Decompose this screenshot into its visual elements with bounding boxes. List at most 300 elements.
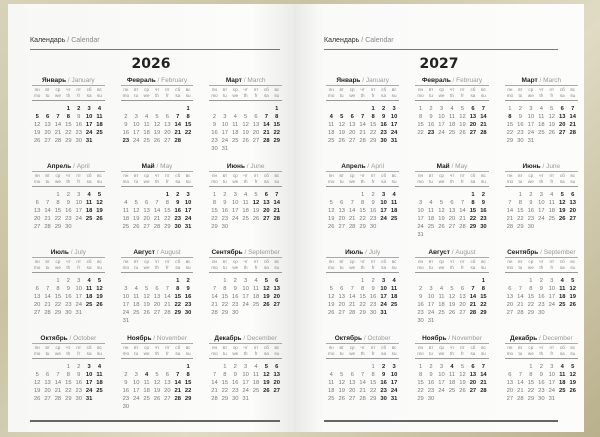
day: 28 bbox=[44, 224, 51, 231]
weekday-header bbox=[209, 345, 282, 359]
day: 23 bbox=[538, 302, 545, 309]
empty-cell bbox=[326, 363, 336, 371]
header-en: Calendar bbox=[71, 37, 100, 44]
day: 27 bbox=[448, 224, 456, 231]
empty-cell bbox=[152, 105, 162, 113]
weekday-ru: пн bbox=[123, 259, 129, 264]
day: 4 bbox=[254, 278, 258, 284]
weekday-en: th bbox=[243, 93, 248, 98]
day-holiday: 15 bbox=[469, 208, 477, 215]
day-holiday: 6 bbox=[264, 192, 269, 198]
day-holiday: 5 bbox=[97, 192, 102, 198]
weekday-en: we bbox=[438, 179, 445, 184]
day: 20 bbox=[143, 216, 150, 223]
day: 15 bbox=[506, 122, 514, 129]
month-name-en: December bbox=[542, 335, 573, 342]
month-name-en: March bbox=[543, 77, 562, 84]
month-name-ru: Июль bbox=[50, 249, 69, 256]
day-holiday: 2 bbox=[381, 106, 386, 112]
day: 8 bbox=[66, 372, 70, 379]
day: 11 bbox=[548, 200, 555, 207]
day-holiday: 8 bbox=[176, 286, 180, 293]
day: 23 bbox=[75, 130, 82, 137]
day: 9 bbox=[223, 200, 227, 207]
weekday-en: su bbox=[185, 265, 191, 270]
month-name-ru: Сентябрь bbox=[211, 249, 243, 256]
weekday-en: th bbox=[450, 265, 454, 270]
month-name-en: April bbox=[76, 163, 90, 170]
weekday-ru: вт bbox=[222, 259, 228, 264]
empty-cell bbox=[141, 363, 151, 371]
day-holiday: 1 bbox=[176, 278, 180, 284]
month-title: Май / May bbox=[121, 162, 194, 172]
day: 11 bbox=[538, 114, 545, 121]
weekday-en: mo bbox=[417, 351, 424, 356]
day: 9 bbox=[429, 372, 433, 379]
day-holiday: 20 bbox=[273, 294, 280, 301]
day: 23 bbox=[75, 388, 82, 395]
day: 30 bbox=[122, 404, 130, 411]
day-holiday: 16 bbox=[174, 208, 181, 215]
day: 3 bbox=[550, 278, 554, 284]
empty-cell bbox=[152, 363, 162, 371]
day: 15 bbox=[417, 380, 424, 387]
month-september bbox=[503, 248, 580, 334]
day: 5 bbox=[450, 286, 454, 293]
weekday-en: mo bbox=[506, 265, 514, 270]
day: 6 bbox=[35, 286, 39, 293]
day: 21 bbox=[54, 388, 62, 395]
day: 17 bbox=[548, 380, 556, 387]
day: 26 bbox=[328, 224, 335, 231]
day: 22 bbox=[417, 130, 424, 137]
day: 20 bbox=[348, 388, 356, 395]
day: 1 bbox=[223, 278, 227, 284]
month-name-en: November bbox=[156, 335, 187, 342]
day: 13 bbox=[44, 380, 51, 387]
weekday-en: th bbox=[66, 351, 71, 356]
weekday-ru: пт bbox=[370, 345, 376, 350]
day-holiday: 2 bbox=[176, 192, 180, 198]
day-holiday: 15 bbox=[184, 380, 192, 387]
weekday-en: su bbox=[97, 351, 102, 356]
weekday-en: th bbox=[66, 93, 71, 98]
day: 27 bbox=[506, 396, 514, 403]
day: 26 bbox=[242, 138, 249, 145]
weekday-ru: пт bbox=[165, 173, 170, 178]
weekday-ru: сб bbox=[381, 173, 387, 178]
day: 6 bbox=[508, 286, 512, 293]
weekday-en: fr bbox=[550, 179, 554, 184]
weekday-ru: ср bbox=[349, 259, 355, 264]
day-holiday: 7 bbox=[56, 114, 60, 121]
weekday-en: we bbox=[232, 265, 239, 270]
day: 13 bbox=[252, 122, 260, 129]
day: 15 bbox=[527, 380, 535, 387]
day: 4 bbox=[144, 114, 149, 121]
day: 11 bbox=[328, 122, 335, 129]
empty-cell bbox=[447, 277, 457, 285]
day: 14 bbox=[348, 294, 356, 301]
day: 12 bbox=[459, 114, 466, 121]
day: 25 bbox=[438, 310, 445, 317]
day-holiday: 4 bbox=[560, 278, 564, 284]
weekday-en: tu bbox=[45, 265, 50, 270]
weekday-ru: сб bbox=[86, 173, 92, 178]
weekday-ru: сб bbox=[381, 259, 387, 264]
day: 28 bbox=[517, 310, 524, 317]
day-holiday: 3 bbox=[392, 364, 396, 370]
day: 9 bbox=[429, 114, 433, 121]
day: 20 bbox=[44, 388, 51, 395]
day-holiday: 1 bbox=[165, 192, 169, 198]
weekday-en: su bbox=[274, 179, 280, 184]
month-name-ru: Апрель bbox=[46, 163, 72, 170]
weekday-en: sa bbox=[263, 179, 269, 184]
weekday-en: we bbox=[349, 93, 356, 98]
weekday-en: tu bbox=[339, 265, 344, 270]
empty-cell bbox=[426, 277, 436, 285]
day: 10 bbox=[427, 294, 435, 301]
day-holiday: 5 bbox=[35, 114, 39, 121]
day-holiday: 14 bbox=[469, 294, 477, 301]
month-september bbox=[207, 248, 284, 334]
weekday-en: sa bbox=[470, 265, 476, 270]
day: 22 bbox=[527, 302, 535, 309]
day: 17 bbox=[427, 302, 435, 309]
day: 20 bbox=[252, 130, 260, 137]
day-grid bbox=[32, 277, 105, 317]
day: 27 bbox=[252, 138, 260, 145]
empty-cell bbox=[415, 191, 425, 199]
empty-cell bbox=[426, 191, 436, 199]
month-name-en: July bbox=[368, 249, 381, 256]
empty-cell bbox=[326, 191, 336, 199]
weekday-en: fr bbox=[461, 265, 464, 270]
weekday-en: tu bbox=[222, 179, 227, 184]
weekday-ru: чт bbox=[539, 87, 544, 92]
day: 3 bbox=[244, 364, 248, 370]
month-november bbox=[413, 334, 490, 420]
day: 3 bbox=[77, 278, 81, 284]
month-name-ru: Август bbox=[428, 249, 450, 256]
day: 26 bbox=[153, 138, 161, 145]
day: 29 bbox=[164, 224, 171, 231]
day-grid bbox=[415, 105, 488, 137]
day-holiday: 24 bbox=[184, 216, 192, 223]
day-holiday: 16 bbox=[380, 380, 387, 387]
day-holiday: 26 bbox=[96, 302, 103, 309]
day: 16 bbox=[517, 122, 524, 129]
day: 10 bbox=[417, 208, 424, 215]
weekday-en: mo bbox=[122, 93, 130, 98]
day: 9 bbox=[371, 286, 375, 293]
day: 11 bbox=[428, 208, 435, 215]
day: 18 bbox=[252, 380, 260, 387]
month-name-ru: Ноябрь bbox=[127, 335, 152, 342]
empty-cell bbox=[357, 363, 367, 371]
day: 10 bbox=[538, 200, 545, 207]
empty-cell bbox=[53, 105, 63, 113]
day-grid bbox=[121, 105, 194, 145]
day: 29 bbox=[369, 138, 377, 145]
day: 28 bbox=[164, 310, 171, 317]
day: 29 bbox=[65, 138, 72, 145]
day: 12 bbox=[143, 294, 150, 301]
month-october bbox=[324, 334, 401, 420]
day: 20 bbox=[338, 302, 345, 309]
weekday-en: we bbox=[55, 179, 61, 184]
month-name-ru: Январь bbox=[336, 77, 361, 84]
day: 7 bbox=[361, 372, 365, 379]
weekday-en: sa bbox=[263, 265, 269, 270]
month-name-ru: Апрель bbox=[341, 163, 366, 170]
day: 30 bbox=[369, 224, 377, 231]
weekday-en: fr bbox=[461, 179, 464, 184]
day: 17 bbox=[232, 208, 239, 215]
day-holiday: 14 bbox=[174, 122, 181, 129]
empty-cell bbox=[53, 363, 63, 371]
day: 16 bbox=[65, 208, 72, 215]
weekday-en: su bbox=[391, 265, 397, 270]
day-holiday: 24 bbox=[85, 388, 93, 395]
weekday-en: we bbox=[349, 265, 356, 270]
weekday-en: fr bbox=[77, 265, 81, 270]
day-holiday: 8 bbox=[471, 200, 475, 207]
day-holiday: 22 bbox=[184, 388, 192, 395]
day-grid bbox=[32, 191, 105, 231]
day: 5 bbox=[439, 200, 444, 207]
month-title: Ноябрь / November bbox=[415, 334, 488, 344]
day-holiday: 11 bbox=[96, 114, 103, 121]
day: 27 bbox=[338, 224, 345, 231]
weekday-en: mo bbox=[328, 93, 335, 98]
month-name-ru: Октябрь bbox=[334, 335, 363, 342]
day: 5 bbox=[155, 372, 159, 379]
weekday-ru: вт bbox=[428, 87, 434, 92]
day: 20 bbox=[44, 130, 51, 137]
weekday-header bbox=[505, 259, 578, 273]
weekday-ru: ср bbox=[439, 345, 444, 350]
weekday-ru: чт bbox=[360, 173, 365, 178]
weekday-en: fr bbox=[77, 93, 81, 98]
weekday-en: mo bbox=[506, 179, 514, 184]
weekday-en: tu bbox=[222, 351, 227, 356]
day: 11 bbox=[242, 200, 249, 207]
day-holiday: 4 bbox=[87, 192, 91, 198]
weekday-header bbox=[326, 173, 399, 187]
day: 2 bbox=[371, 278, 375, 284]
empty-cell bbox=[415, 277, 425, 285]
day: 7 bbox=[212, 372, 217, 379]
day: 22 bbox=[65, 388, 72, 395]
weekday-en: mo bbox=[211, 265, 218, 270]
day: 1 bbox=[508, 106, 512, 112]
weekday-en: fr bbox=[77, 351, 81, 356]
weekday-en: sa bbox=[381, 351, 387, 356]
day: 31 bbox=[221, 146, 229, 153]
day: 30 bbox=[527, 224, 535, 231]
weekday-ru: пт bbox=[253, 87, 259, 92]
weekday-ru: пн bbox=[507, 87, 513, 92]
weekday-en: fr bbox=[461, 351, 464, 356]
weekday-en: su bbox=[391, 351, 397, 356]
day: 27 bbox=[348, 138, 356, 145]
day: 21 bbox=[44, 302, 51, 309]
day: 15 bbox=[369, 380, 377, 387]
weekday-en: th bbox=[360, 351, 365, 356]
weekday-en: mo bbox=[122, 179, 130, 184]
weekday-header bbox=[415, 173, 488, 187]
day: 5 bbox=[550, 106, 554, 112]
day-holiday: 31 bbox=[184, 224, 192, 231]
day-grid bbox=[209, 363, 282, 403]
empty-cell bbox=[131, 191, 141, 199]
month-august bbox=[119, 248, 196, 334]
day-holiday: 18 bbox=[96, 122, 103, 129]
weekday-en: sa bbox=[381, 93, 387, 98]
empty-cell bbox=[357, 105, 367, 113]
weekday-ru: сб bbox=[559, 259, 565, 264]
weekday-ru: пн bbox=[328, 259, 334, 264]
weekday-en: we bbox=[232, 93, 239, 98]
day-grid bbox=[121, 191, 194, 231]
day-holiday: 23 bbox=[380, 130, 387, 137]
weekday-ru: пн bbox=[507, 259, 513, 264]
weekday-ru: вт bbox=[339, 345, 344, 350]
day: 22 bbox=[417, 388, 424, 395]
day: 7 bbox=[518, 372, 522, 379]
day: 15 bbox=[54, 208, 62, 215]
weekday-en: we bbox=[438, 93, 445, 98]
empty-cell bbox=[457, 191, 467, 199]
day: 30 bbox=[417, 318, 424, 325]
weekday-ru: чт bbox=[154, 345, 160, 350]
day: 30 bbox=[232, 396, 239, 403]
day-holiday: 21 bbox=[480, 122, 487, 129]
day: 12 bbox=[328, 208, 335, 215]
weekday-header bbox=[415, 87, 488, 101]
weekday-header bbox=[415, 259, 488, 273]
month-name-ru: Декабрь bbox=[214, 335, 242, 342]
day-grid bbox=[121, 277, 194, 326]
day: 2 bbox=[371, 192, 375, 198]
day-holiday: 31 bbox=[390, 396, 398, 403]
day: 17 bbox=[438, 380, 445, 387]
day: 5 bbox=[460, 106, 465, 112]
weekday-en: su bbox=[480, 93, 486, 98]
weekday-en: sa bbox=[381, 265, 387, 270]
day: 25 bbox=[122, 224, 130, 231]
day: 4 bbox=[244, 192, 248, 198]
month-january bbox=[30, 76, 107, 162]
weekday-en: su bbox=[480, 351, 486, 356]
footer-rule bbox=[30, 420, 280, 422]
weekday-en: fr bbox=[165, 179, 169, 184]
month-name-en: October bbox=[367, 335, 391, 342]
weekday-header bbox=[209, 173, 282, 187]
weekday-ru: пт bbox=[460, 87, 465, 92]
weekday-en: tu bbox=[45, 93, 50, 98]
weekday-ru: вт bbox=[222, 87, 228, 92]
day-holiday: 19 bbox=[559, 208, 566, 215]
weekday-ru: пн bbox=[34, 259, 40, 264]
day-holiday: 24 bbox=[390, 130, 398, 137]
weekday-ru: сб bbox=[559, 345, 565, 350]
day: 9 bbox=[539, 372, 543, 379]
day: 16 bbox=[122, 388, 130, 395]
day-holiday: 4 bbox=[87, 278, 91, 284]
weekday-ru: пт bbox=[253, 259, 259, 264]
day: 19 bbox=[153, 388, 161, 395]
day: 9 bbox=[371, 200, 375, 207]
day-holiday: 19 bbox=[569, 294, 576, 301]
day: 19 bbox=[459, 380, 466, 387]
month-title: Октябрь / October bbox=[32, 334, 105, 344]
month-name-ru: Ноябрь bbox=[422, 335, 447, 342]
day: 13 bbox=[348, 380, 356, 387]
weekday-ru: ср bbox=[528, 345, 534, 350]
day: 29 bbox=[369, 396, 377, 403]
day: 18 bbox=[538, 122, 545, 129]
day-holiday: 4 bbox=[97, 364, 102, 370]
weekday-header bbox=[32, 259, 105, 273]
weekday-ru: пн bbox=[212, 345, 218, 350]
day: 24 bbox=[132, 396, 140, 403]
weekday-en: fr bbox=[550, 351, 554, 356]
weekday-en: tu bbox=[339, 93, 344, 98]
day: 1 bbox=[223, 364, 227, 370]
day: 21 bbox=[459, 216, 466, 223]
day: 6 bbox=[165, 372, 169, 379]
day-holiday: 15 bbox=[184, 122, 192, 129]
day: 21 bbox=[506, 216, 514, 223]
weekday-en: th bbox=[539, 93, 544, 98]
day-holiday: 12 bbox=[569, 372, 576, 379]
weekday-en: sa bbox=[175, 351, 181, 356]
day: 2 bbox=[66, 192, 70, 198]
day-grid bbox=[505, 191, 578, 231]
day: 9 bbox=[539, 286, 543, 293]
day: 5 bbox=[460, 364, 465, 370]
weekday-ru: чт bbox=[66, 259, 71, 264]
day: 24 bbox=[132, 138, 140, 145]
empty-cell bbox=[240, 105, 250, 113]
day-grid bbox=[505, 277, 578, 317]
weekday-ru: ср bbox=[232, 345, 238, 350]
weekday-en: sa bbox=[86, 93, 92, 98]
day-holiday: 26 bbox=[569, 302, 576, 309]
day-holiday: 1 bbox=[186, 364, 190, 370]
day-holiday: 29 bbox=[174, 310, 181, 317]
day-holiday: 21 bbox=[174, 388, 181, 395]
weekday-ru: чт bbox=[539, 173, 544, 178]
weekday-en: th bbox=[243, 265, 248, 270]
day-holiday: 13 bbox=[273, 286, 280, 293]
month-october bbox=[30, 334, 107, 420]
day: 23 bbox=[417, 310, 424, 317]
day: 7 bbox=[56, 372, 60, 379]
day: 10 bbox=[548, 372, 556, 379]
day: 5 bbox=[144, 286, 149, 293]
day: 9 bbox=[418, 294, 423, 301]
day-holiday: 22 bbox=[273, 130, 280, 137]
day: 21 bbox=[211, 302, 218, 309]
day-holiday: 22 bbox=[480, 302, 487, 309]
day-holiday: 21 bbox=[273, 208, 280, 215]
day-grid bbox=[209, 105, 282, 154]
weekday-ru: пт bbox=[460, 259, 465, 264]
